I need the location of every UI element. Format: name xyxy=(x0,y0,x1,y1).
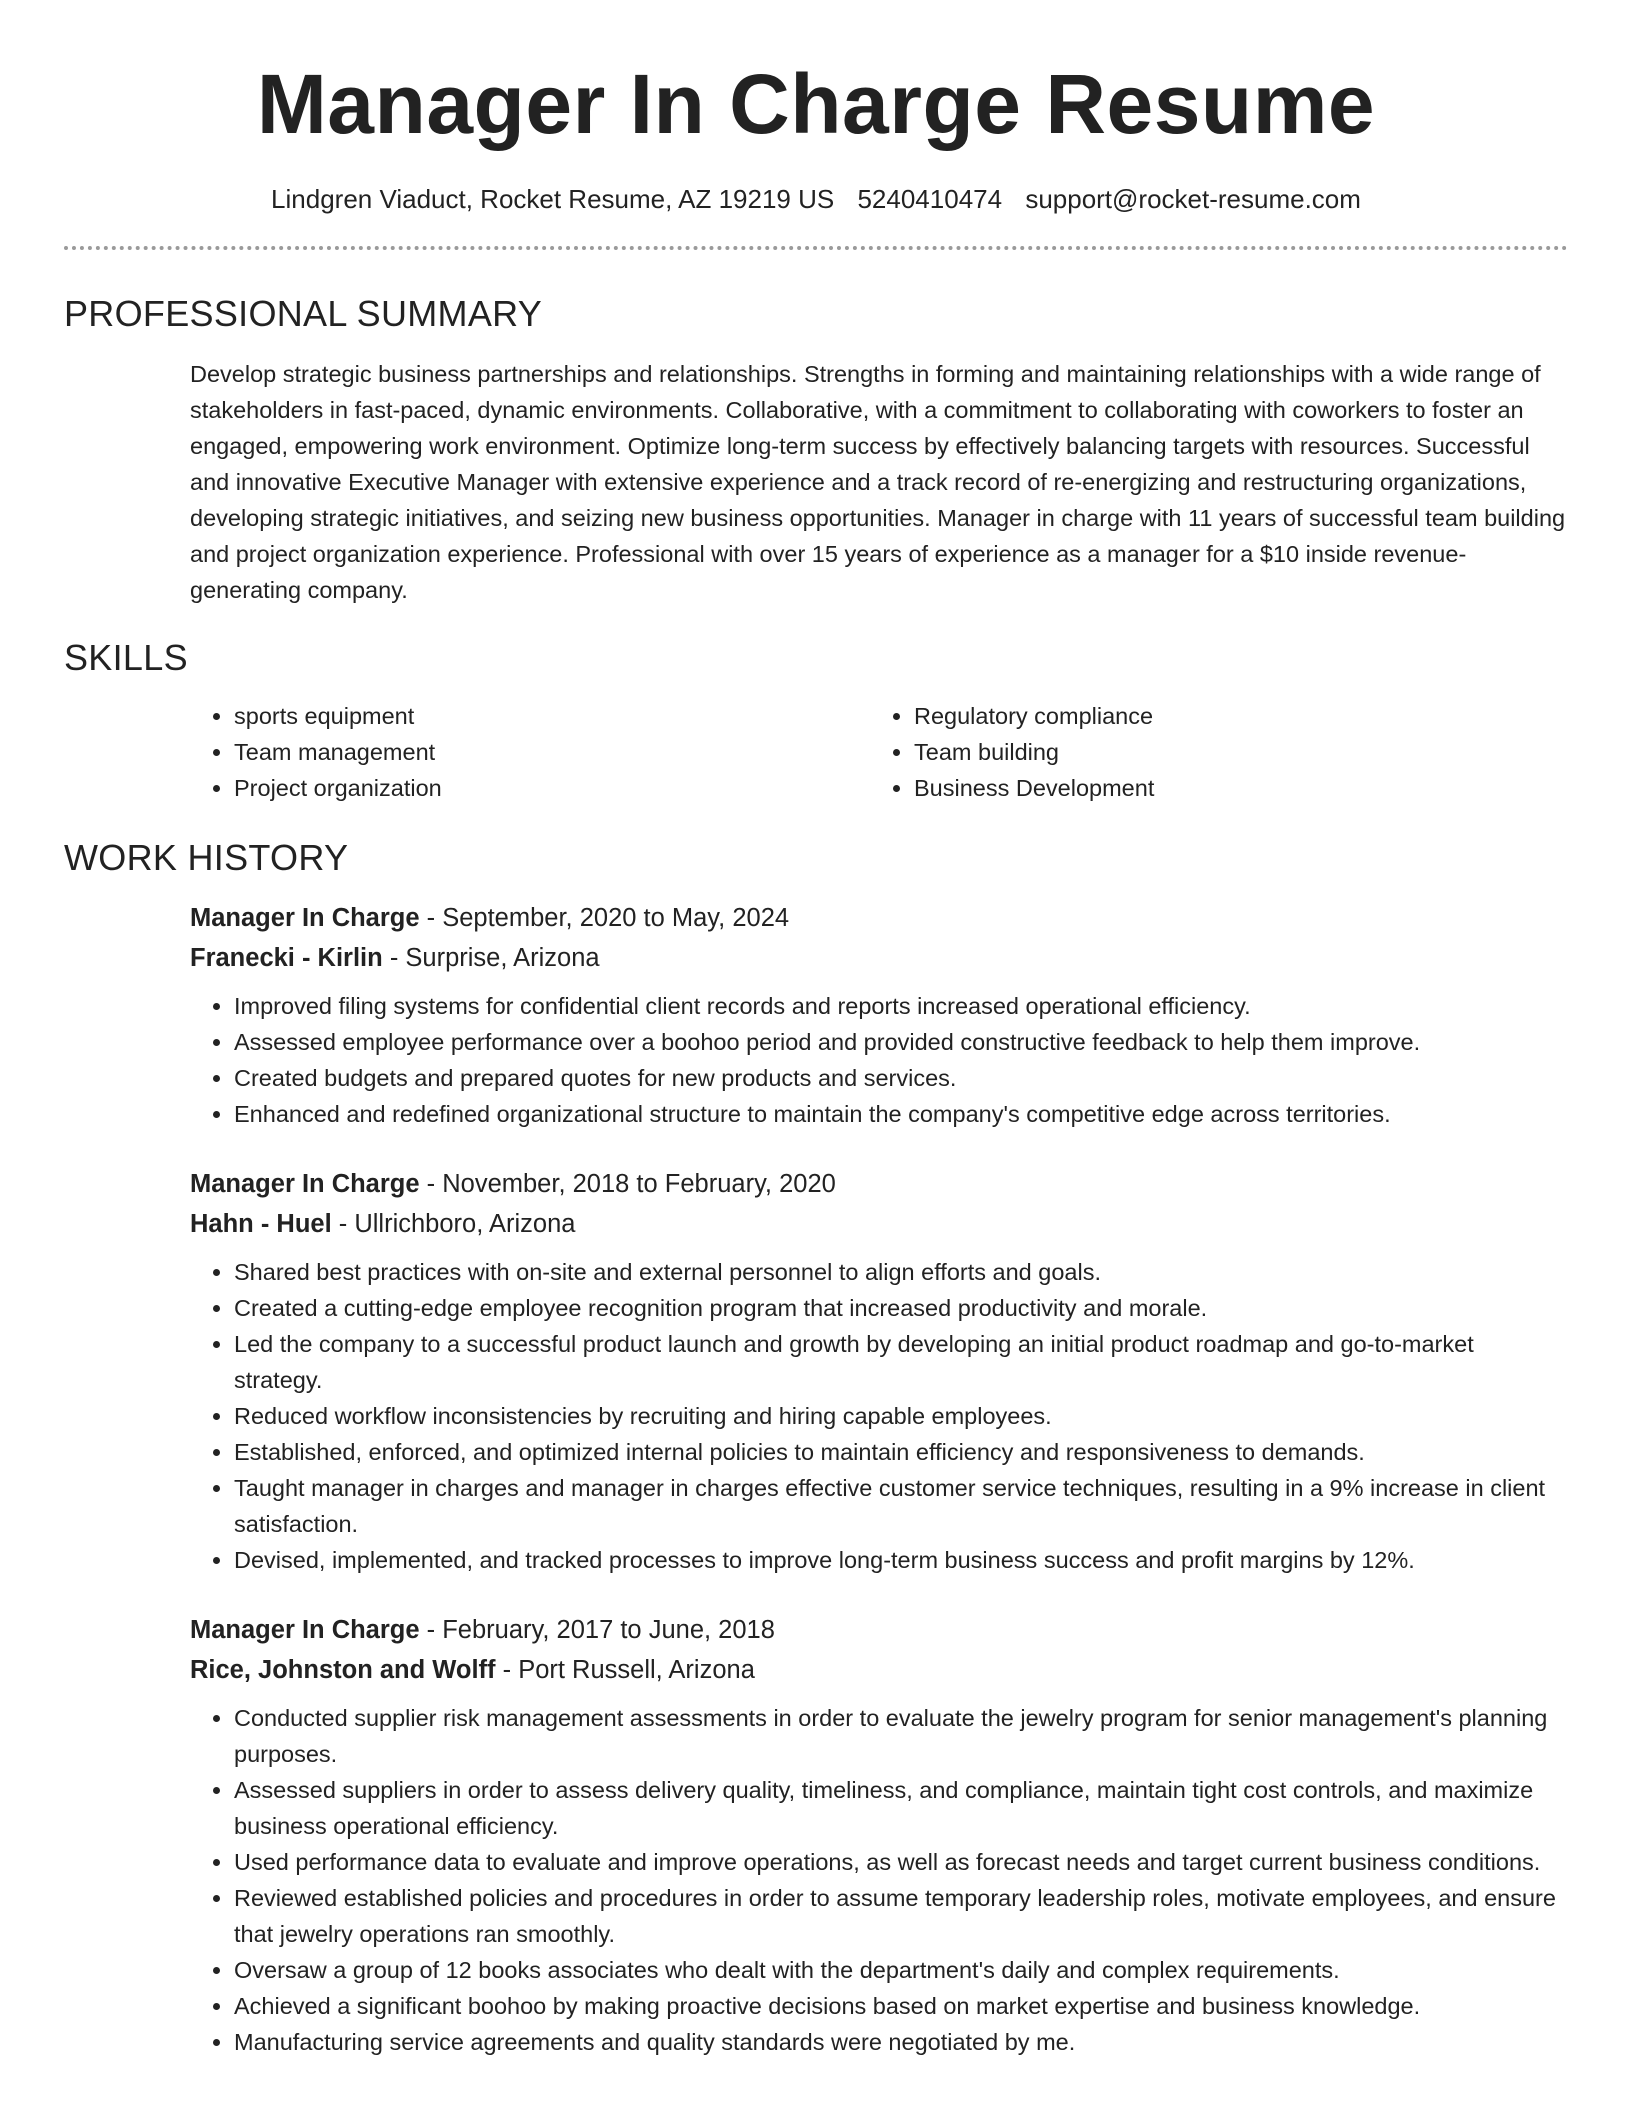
skills-list xyxy=(190,698,1568,806)
job-bullet: • Devised, implemented, and tracked processes to improve long-term business success and profit margins by 12%. xyxy=(234,1542,1568,1578)
job-company: Rice, Johnston and Wolff xyxy=(190,1656,496,1684)
job-title-line xyxy=(190,1164,1568,1204)
job-dates: - November, 2018 to February, 2020 xyxy=(419,1170,836,1198)
summary-text: Develop strategic business partnerships and relationships. Strengths in forming and maintaining relationships with a wide range of stakeholders in fast-paced, dynamic environments. Collaborative, with a commitment to collaborating with coworkers to foster an engaged, empowering work environment. Optimize long-term success by effectively balancing targets with resources. Successful and innovative Executive Manager with extensive experience and a track record of re-energizing and restructuring organizations, developing strategic initiatives, and seizing new business opportunities. Manager in charge with 11 years of successful team building and project organization experience. Professional with over 15 years of experience as a manager for a $10 inside revenue-generating company. xyxy=(190,361,1566,603)
job-company: Franecki - Kirlin xyxy=(190,944,383,972)
job-bullet: • Reviewed established policies and procedures in order to assume temporary leadership roles, motivate employees, and ensure that jewelry operations ran smoothly. xyxy=(234,1880,1568,1952)
job-company: Hahn - Huel xyxy=(190,1210,332,1238)
skill-item: • Business Development xyxy=(914,770,1470,806)
job-bullets xyxy=(190,988,1568,1132)
job-company-line xyxy=(190,1204,1568,1244)
job-bullet: • Shared best practices with on-site and external personnel to align efforts and goals. xyxy=(234,1254,1568,1290)
skill-item: • sports equipment xyxy=(234,698,870,734)
job-bullet: • Established, enforced, and optimized internal policies to maintain efficiency and responsiveness to demands. xyxy=(234,1434,1568,1470)
job-entry xyxy=(190,1164,1568,1578)
skill-item: • Team building xyxy=(914,734,1470,770)
contact-phone[interactable]: 5240410474 xyxy=(857,184,1003,214)
skill-item: • Project organization xyxy=(234,770,870,806)
job-role: Manager In Charge xyxy=(190,1616,420,1644)
contact-address: Lindgren Viaduct, Rocket Resume, AZ 19219 US xyxy=(271,184,835,214)
job-title-line xyxy=(190,1610,1568,1650)
summary-section xyxy=(190,356,1568,608)
job-bullets xyxy=(190,1700,1568,2060)
header-divider xyxy=(64,246,1568,250)
job-dates: - February, 2017 to June, 2018 xyxy=(419,1616,775,1644)
job-role: Manager In Charge xyxy=(190,904,420,932)
job-bullet: • Manufacturing service agreements and quality standards were negotiated by me. xyxy=(234,2024,1568,2060)
job-bullet: • Reduced workflow inconsistencies by recruiting and hiring capable employees. xyxy=(234,1398,1568,1434)
job-role: Manager In Charge xyxy=(190,1170,420,1198)
job-bullet: • Assessed employee performance over a boohoo period and provided constructive feedback to help them improve. xyxy=(234,1024,1568,1060)
job-bullet: • Created a cutting-edge employee recognition program that increased productivity and morale. xyxy=(234,1290,1568,1326)
contact-line xyxy=(64,182,1568,216)
job-title-line xyxy=(190,898,1568,938)
job-location: - Port Russell, Arizona xyxy=(495,1656,755,1684)
job-company-line xyxy=(190,1650,1568,1690)
job-bullet: • Assessed suppliers in order to assess delivery quality, timeliness, and compliance, maintain tight cost controls, and maximize business operational efficiency. xyxy=(234,1772,1568,1844)
job-bullet: • Improved filing systems for confidential client records and reports increased operational efficiency. xyxy=(234,988,1568,1024)
job-bullet: • Created budgets and prepared quotes for new products and services. xyxy=(234,1060,1568,1096)
job-bullets xyxy=(190,1254,1568,1578)
resume-title: Manager In Charge Resume xyxy=(256,57,1376,151)
job-bullet: • Led the company to a successful product launch and growth by developing an initial product roadmap and go-to-market strategy. xyxy=(234,1326,1568,1398)
job-dates: - September, 2020 to May, 2024 xyxy=(419,904,790,932)
skills-heading: SKILLS xyxy=(64,637,188,678)
job-bullet: • Achieved a significant boohoo by making proactive decisions based on market expertise and business knowledge. xyxy=(234,1988,1568,2024)
job-entry xyxy=(190,1610,1568,2060)
job-location: - Ullrichboro, Arizona xyxy=(331,1210,576,1238)
job-bullet: • Oversaw a group of 12 books associates who dealt with the department's daily and complex requirements. xyxy=(234,1952,1568,1988)
skill-item: • Regulatory compliance xyxy=(914,698,1470,734)
summary-heading: PROFESSIONAL SUMMARY xyxy=(64,293,543,334)
work-history-heading: WORK HISTORY xyxy=(64,837,349,878)
job-location: - Surprise, Arizona xyxy=(382,944,600,972)
resume-page xyxy=(64,0,1568,2060)
skills-column-right xyxy=(870,698,1470,806)
contact-email[interactable]: support@rocket-resume.com xyxy=(1025,184,1361,214)
job-bullet: • Used performance data to evaluate and improve operations, as well as forecast needs and target current business conditions. xyxy=(234,1844,1568,1880)
job-company-line xyxy=(190,938,1568,978)
skill-item: • Team management xyxy=(234,734,870,770)
job-bullet: • Enhanced and redefined organizational structure to maintain the company's competitive edge across territories. xyxy=(234,1096,1568,1132)
job-bullet: • Taught manager in charges and manager in charges effective customer service techniques, resulting in a 9% increase in client satisfaction. xyxy=(234,1470,1568,1542)
job-entry xyxy=(190,898,1568,1132)
skills-column-left xyxy=(190,698,870,806)
job-bullet: • Conducted supplier risk management assessments in order to evaluate the jewelry program for senior management's planning purposes. xyxy=(234,1700,1568,1772)
